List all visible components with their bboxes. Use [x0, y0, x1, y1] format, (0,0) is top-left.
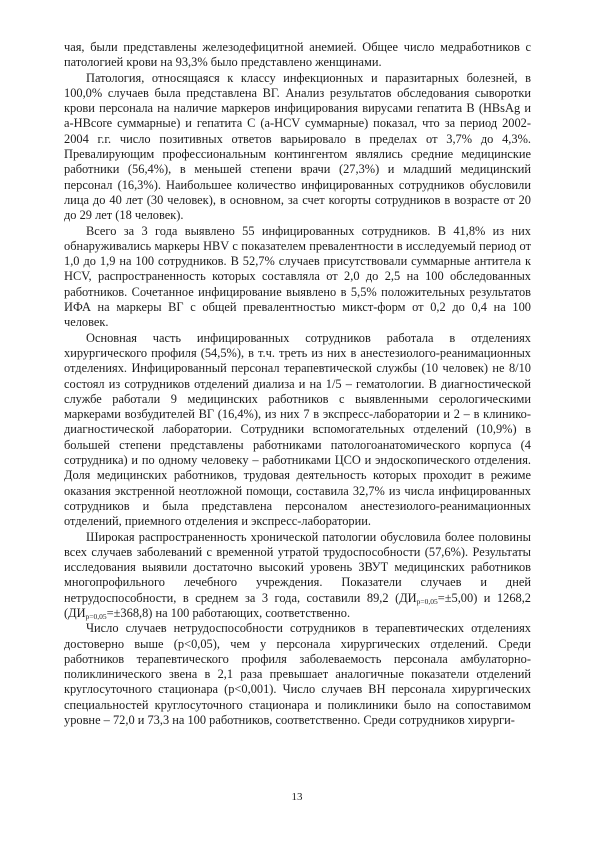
paragraph-text-part: =±5,00) и 1268,2 (ДИ	[64, 590, 531, 620]
confidence-subscript: р=0,05	[85, 611, 107, 621]
paragraph-therapeutic-departments: Число случаев нетрудоспособности сотрудников в терапевтических отделениях достоверно выше (р<0,05), чем у персонала хирургических отделений. Среди работников терапевтического профиля заболеваемость персонала амбулаторно-поликлинического звена в 2,1 раза превышает аналогичные показатели отделений круглосуточного стационара (р<0,001). Число случаев ВН персонала хирургических специальностей круглосуточного стационара и поликлиники было на сопоставимом уровне – 72,0 и 73,3 на 100 работников, соответственно. Среди сотрудников хирурги-	[64, 621, 531, 728]
paragraph-continuation: чая, были представлены железодефицитной анемией. Общее число медработников с патологией крови на 93,3% было представлено женщинами.	[64, 40, 531, 70]
paragraph-text-part: Широкая распространенность хронической патологии обусловила более половины всех случаев заболеваний с временной утратой трудоспособности (57,6%). Результаты исследования выявили достаточно высокий уровень ЗВУТ медицинских работников многопрофильного лечебного учреждения. Показатели случаев и дней нетрудоспособности, в среднем за 3 года, составили 89,2 (ДИ	[64, 529, 531, 605]
document-page	[64, 40, 531, 728]
confidence-subscript: р=0,05	[416, 596, 438, 606]
page-number: 13	[291, 791, 303, 803]
paragraph-text-part: =±368,8) на 100 работающих, соответственно.	[106, 605, 351, 620]
paragraph-departments-distribution: Основная часть инфицированных сотрудников работала в отделениях хирургического профиля (54,5%), в т.ч. треть из них в анестезиолого-реанимационных отделениях. Инфицированный персонал терапевтической службы (10 человек) не 8/10 состоял из сотрудников отделений диализа и на 1/5 – гематологии. В диагностической службе работали 9 медицинских работников с выявленными серологическими маркерами возбудителей ВГ (16,4%), из них 7 в экспресс-лаборатории и 2 – в клинико-диагностической лаборатории. Сотрудники вспомогательных отделений (10,9%) в большей степени представлены работниками патологоанатомического корпуса (4 сотрудника) и по одному человеку – работниками ЦСО и эндоскопического отделения. Доля медицинских работников, трудовая деятельность которых проходит в режиме оказания экстренной неотложной помощи, составила 32,7% из числа инфицированных сотрудников и была представлена персоналом анестезиолого-реанимационных отделений, приемного отделения и экспресс-лаборатории.	[64, 330, 531, 529]
paragraph-infected-staff-total: Всего за 3 года выявлено 55 инфицированных сотрудников. В 41,8% из них обнаруживались маркеры HBV с показателем превалентности в исследуемый период от 1,0 до 1,9 на 100 сотрудников. В 52,7% случаев присутствовали суммарные антитела к HCV, распространенность которых составляла от 2,0 до 2,5 на 100 обследованных работников. Сочетанное инфицирование выявлено в 5,5% положительных результатов ИФА на маркеры ВГ с общей превалентностью микст-форм от 0,2 до 0,4 на 100 человек.	[64, 223, 531, 330]
paragraph-temporary-disability	[64, 530, 531, 622]
paragraph-infectious-pathology: Патология, относящаяся к классу инфекционных и паразитарных болезней, в 100,0% случаев была представлена ВГ. Анализ результатов обследования сыворотки крови персонала на наличие маркеров инфицирования вирусами гепатита В (HBsAg и a-HBcore суммарные) и гепатита С (a-HCV суммарные) показал, что за период 2002-2004 г.г. число позитивных ответов варьировало в пределах от 3,7% до 4,3%. Превалирующим профессиональным контингентом являлись средние медицинские работники (56,4%), в меньшей степени врачи (27,3%) и младший медицинский персонал (16,3%). Наибольшее количество инфицированных сотрудников обусловили лица до 40 лет (30 человек), в основном, за счет когорты сотрудников в возрасте от 20 до 29 лет (18 человек).	[64, 70, 531, 223]
